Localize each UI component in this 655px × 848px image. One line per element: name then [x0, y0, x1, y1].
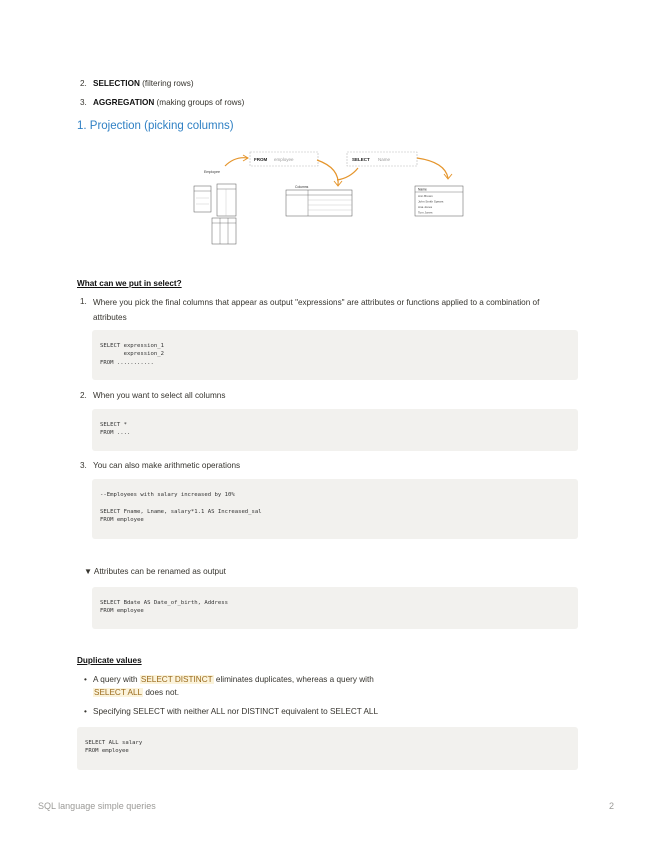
document-page: 2. SELECTION (filtering rows) 3. AGGREGATION (making groups of rows) 1. Projection (picking columns) FROM employee SELECT Name Employee Columns Name Ann Brown John Smith Spears Ana Jones Tom Jones What can we put in select? 1. Where you pick the final columns that appear as output "expressions" are attributes or functions applied to a combination of attributes SELECT expression_1 expression_2 FROM ........... 2. When you want to select all columns SELECT * FROM .... 3. You can also make arithmetic operations --Employees with salary increased by 10% SELECT Fname, Lname, salary*1.1 AS Increased_sal FROM employee ▼ Attributes can be renamed as output SELECT Bdate AS Date_of_birth, Address FROM employee Duplicate values • A query with SELECT DISTINCT eliminates duplicates, whereas a query with SELECT ALL does not. • Specifying SELECT with neither ALL nor DISTINCT equivalent to SELECT ALL SELECT ALL salary FROM employee SQL language simple queries 2	[38, 79, 615, 811]
result-row: John Smith Spears	[418, 199, 444, 204]
result-row: Ann Brown	[418, 194, 433, 198]
code-block-rename: SELECT Bdate AS Date_of_birth, Address FROM employee	[92, 587, 578, 629]
code-block-expressions: SELECT expression_1 expression_2 FROM ...........	[92, 330, 578, 380]
columns-label: Columns	[295, 185, 309, 189]
code-block-star: SELECT * FROM ....	[92, 409, 578, 451]
page-number: 2	[609, 801, 615, 811]
subheading-duplicates: Duplicate values	[77, 656, 142, 665]
code-block-select-all: SELECT ALL salary FROM employee	[77, 727, 578, 770]
footer-title: SQL language simple queries	[38, 801, 156, 811]
toggle-rename-attributes[interactable]: ▼ Attributes can be renamed as output	[84, 567, 226, 576]
source-label: Employee	[204, 170, 220, 174]
section-heading-projection: 1. Projection (picking columns)	[77, 120, 234, 132]
code-block-arithmetic: --Employees with salary increased by 10% SELECT Fname, Lname, salary*1.1 AS Increased_sal FROM employee	[92, 479, 578, 539]
columns-table	[286, 190, 352, 216]
select-value: Name	[378, 157, 391, 162]
arrow-result	[417, 158, 448, 178]
source-table-1	[194, 186, 211, 212]
result-row: Ana Jones	[418, 205, 433, 209]
from-value: employee	[274, 157, 294, 162]
arrow-from	[225, 158, 248, 166]
arrow-select	[337, 168, 358, 180]
projection-diagram	[190, 148, 465, 248]
result-row: Tom Jones	[418, 210, 433, 215]
select-keyword: SELECT	[352, 157, 370, 162]
result-header: Name	[418, 187, 427, 192]
source-table-3	[212, 218, 236, 244]
from-keyword: FROM	[254, 157, 268, 162]
subheading-select: What can we put in select?	[77, 279, 182, 288]
